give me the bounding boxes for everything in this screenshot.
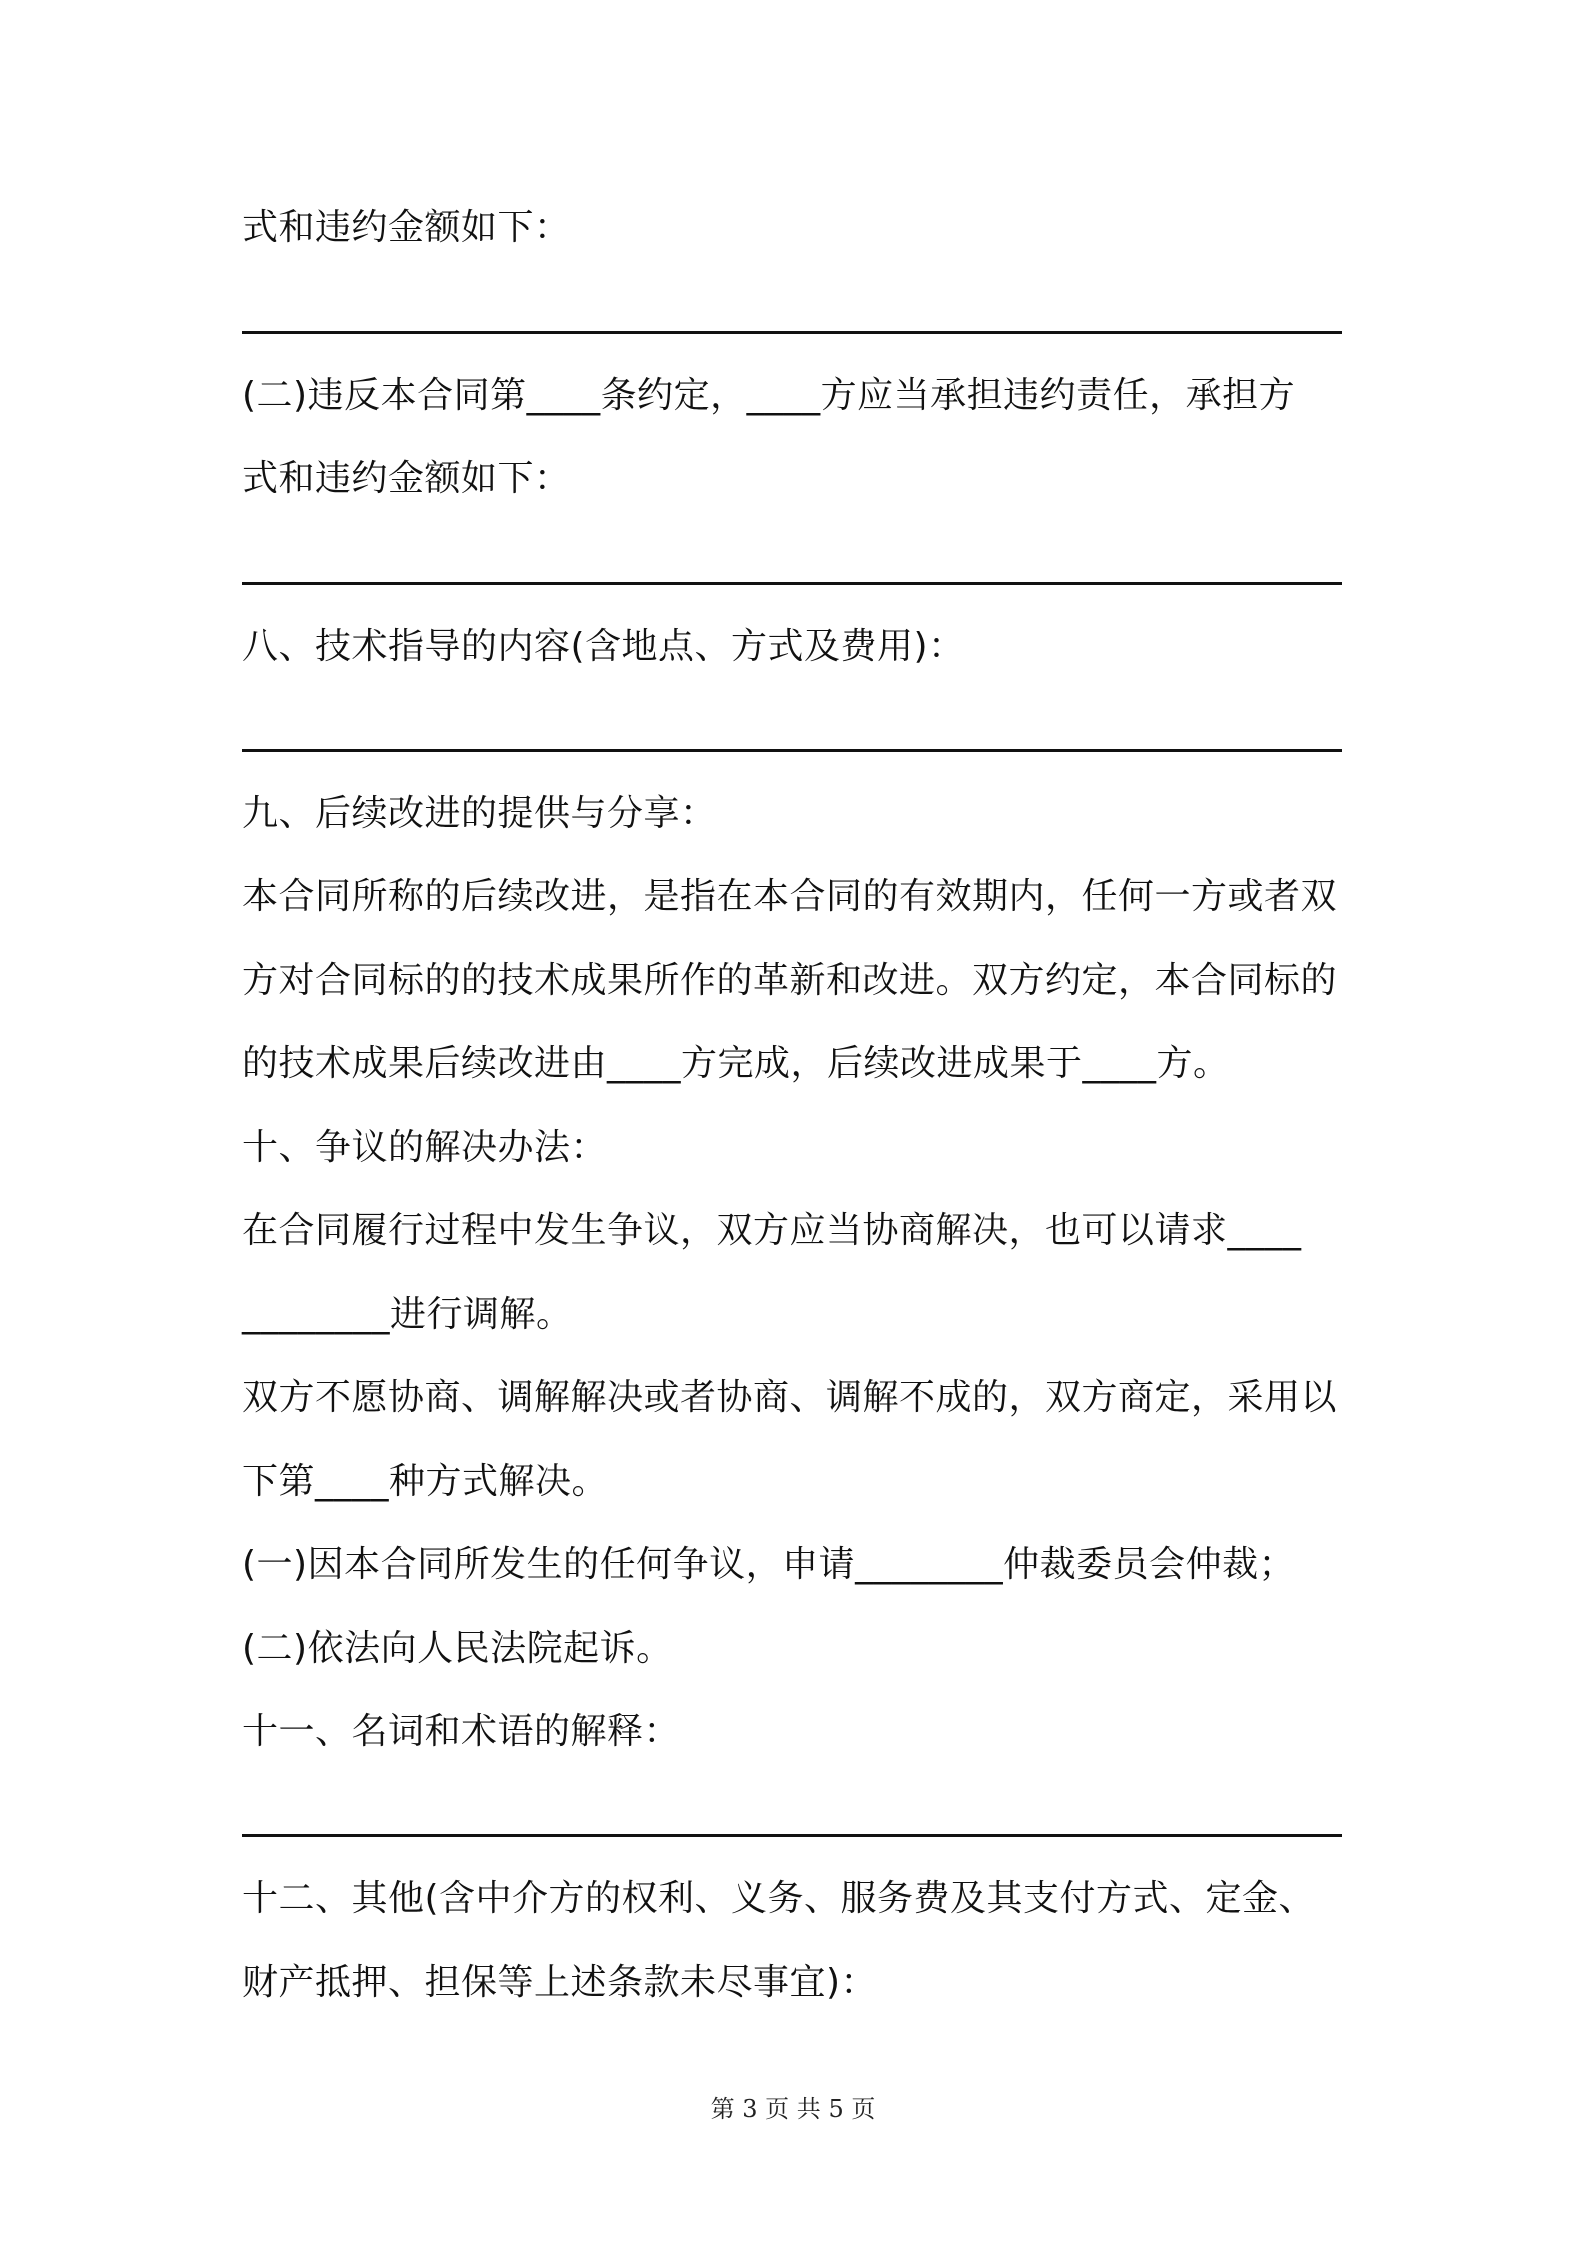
text-line: 方对合同标的的技术成果所作的革新和改进。双方约定，本合同标的: [242, 960, 1338, 1001]
section-heading: 十二、其他(含中介方的权利、义务、服务费及其支付方式、定金、: [242, 1878, 1316, 1919]
blank-fill-line: [242, 331, 1342, 334]
section-heading: 十、争议的解决办法：: [242, 1127, 608, 1168]
text-line: (二)依法向人民法院起诉。: [242, 1628, 673, 1669]
text-line: (二)违反本合同第____条约定，____方应当承担违约责任，承担方: [242, 375, 1296, 416]
text-line: 本合同所称的后续改进，是指在本合同的有效期内，任何一方或者双: [242, 876, 1338, 917]
text-line: 财产抵押、担保等上述条款未尽事宜)：: [242, 1962, 878, 2003]
section-heading: 八、技术指导的内容(含地点、方式及费用)：: [242, 626, 965, 667]
text-line: ________进行调解。: [242, 1294, 573, 1335]
blank-fill-line: [242, 749, 1342, 752]
text-line: 的技术成果后续改进由____方完成，后续改进成果于____方。: [242, 1043, 1230, 1084]
text-line: 双方不愿协商、调解解决或者协商、调解不成的，双方商定，采用以: [242, 1377, 1338, 1418]
text-line: 在合同履行过程中发生争议，双方应当协商解决，也可以请求____: [242, 1210, 1302, 1251]
text-line: 式和违约金额如下：: [242, 207, 571, 248]
section-heading: 十一、名词和术语的解释：: [242, 1711, 681, 1752]
blank-fill-line: [242, 1834, 1342, 1837]
blank-fill-line: [242, 582, 1342, 585]
section-heading: 九、后续改进的提供与分享：: [242, 793, 717, 834]
page-number-footer: 第 3 页 共 5 页: [710, 2095, 876, 2123]
text-line: 式和违约金额如下：: [242, 458, 571, 499]
text-line: (一)因本合同所发生的任何争议，申请________仲裁委员会仲裁；: [242, 1544, 1296, 1585]
text-line: 下第____种方式解决。: [242, 1461, 609, 1502]
